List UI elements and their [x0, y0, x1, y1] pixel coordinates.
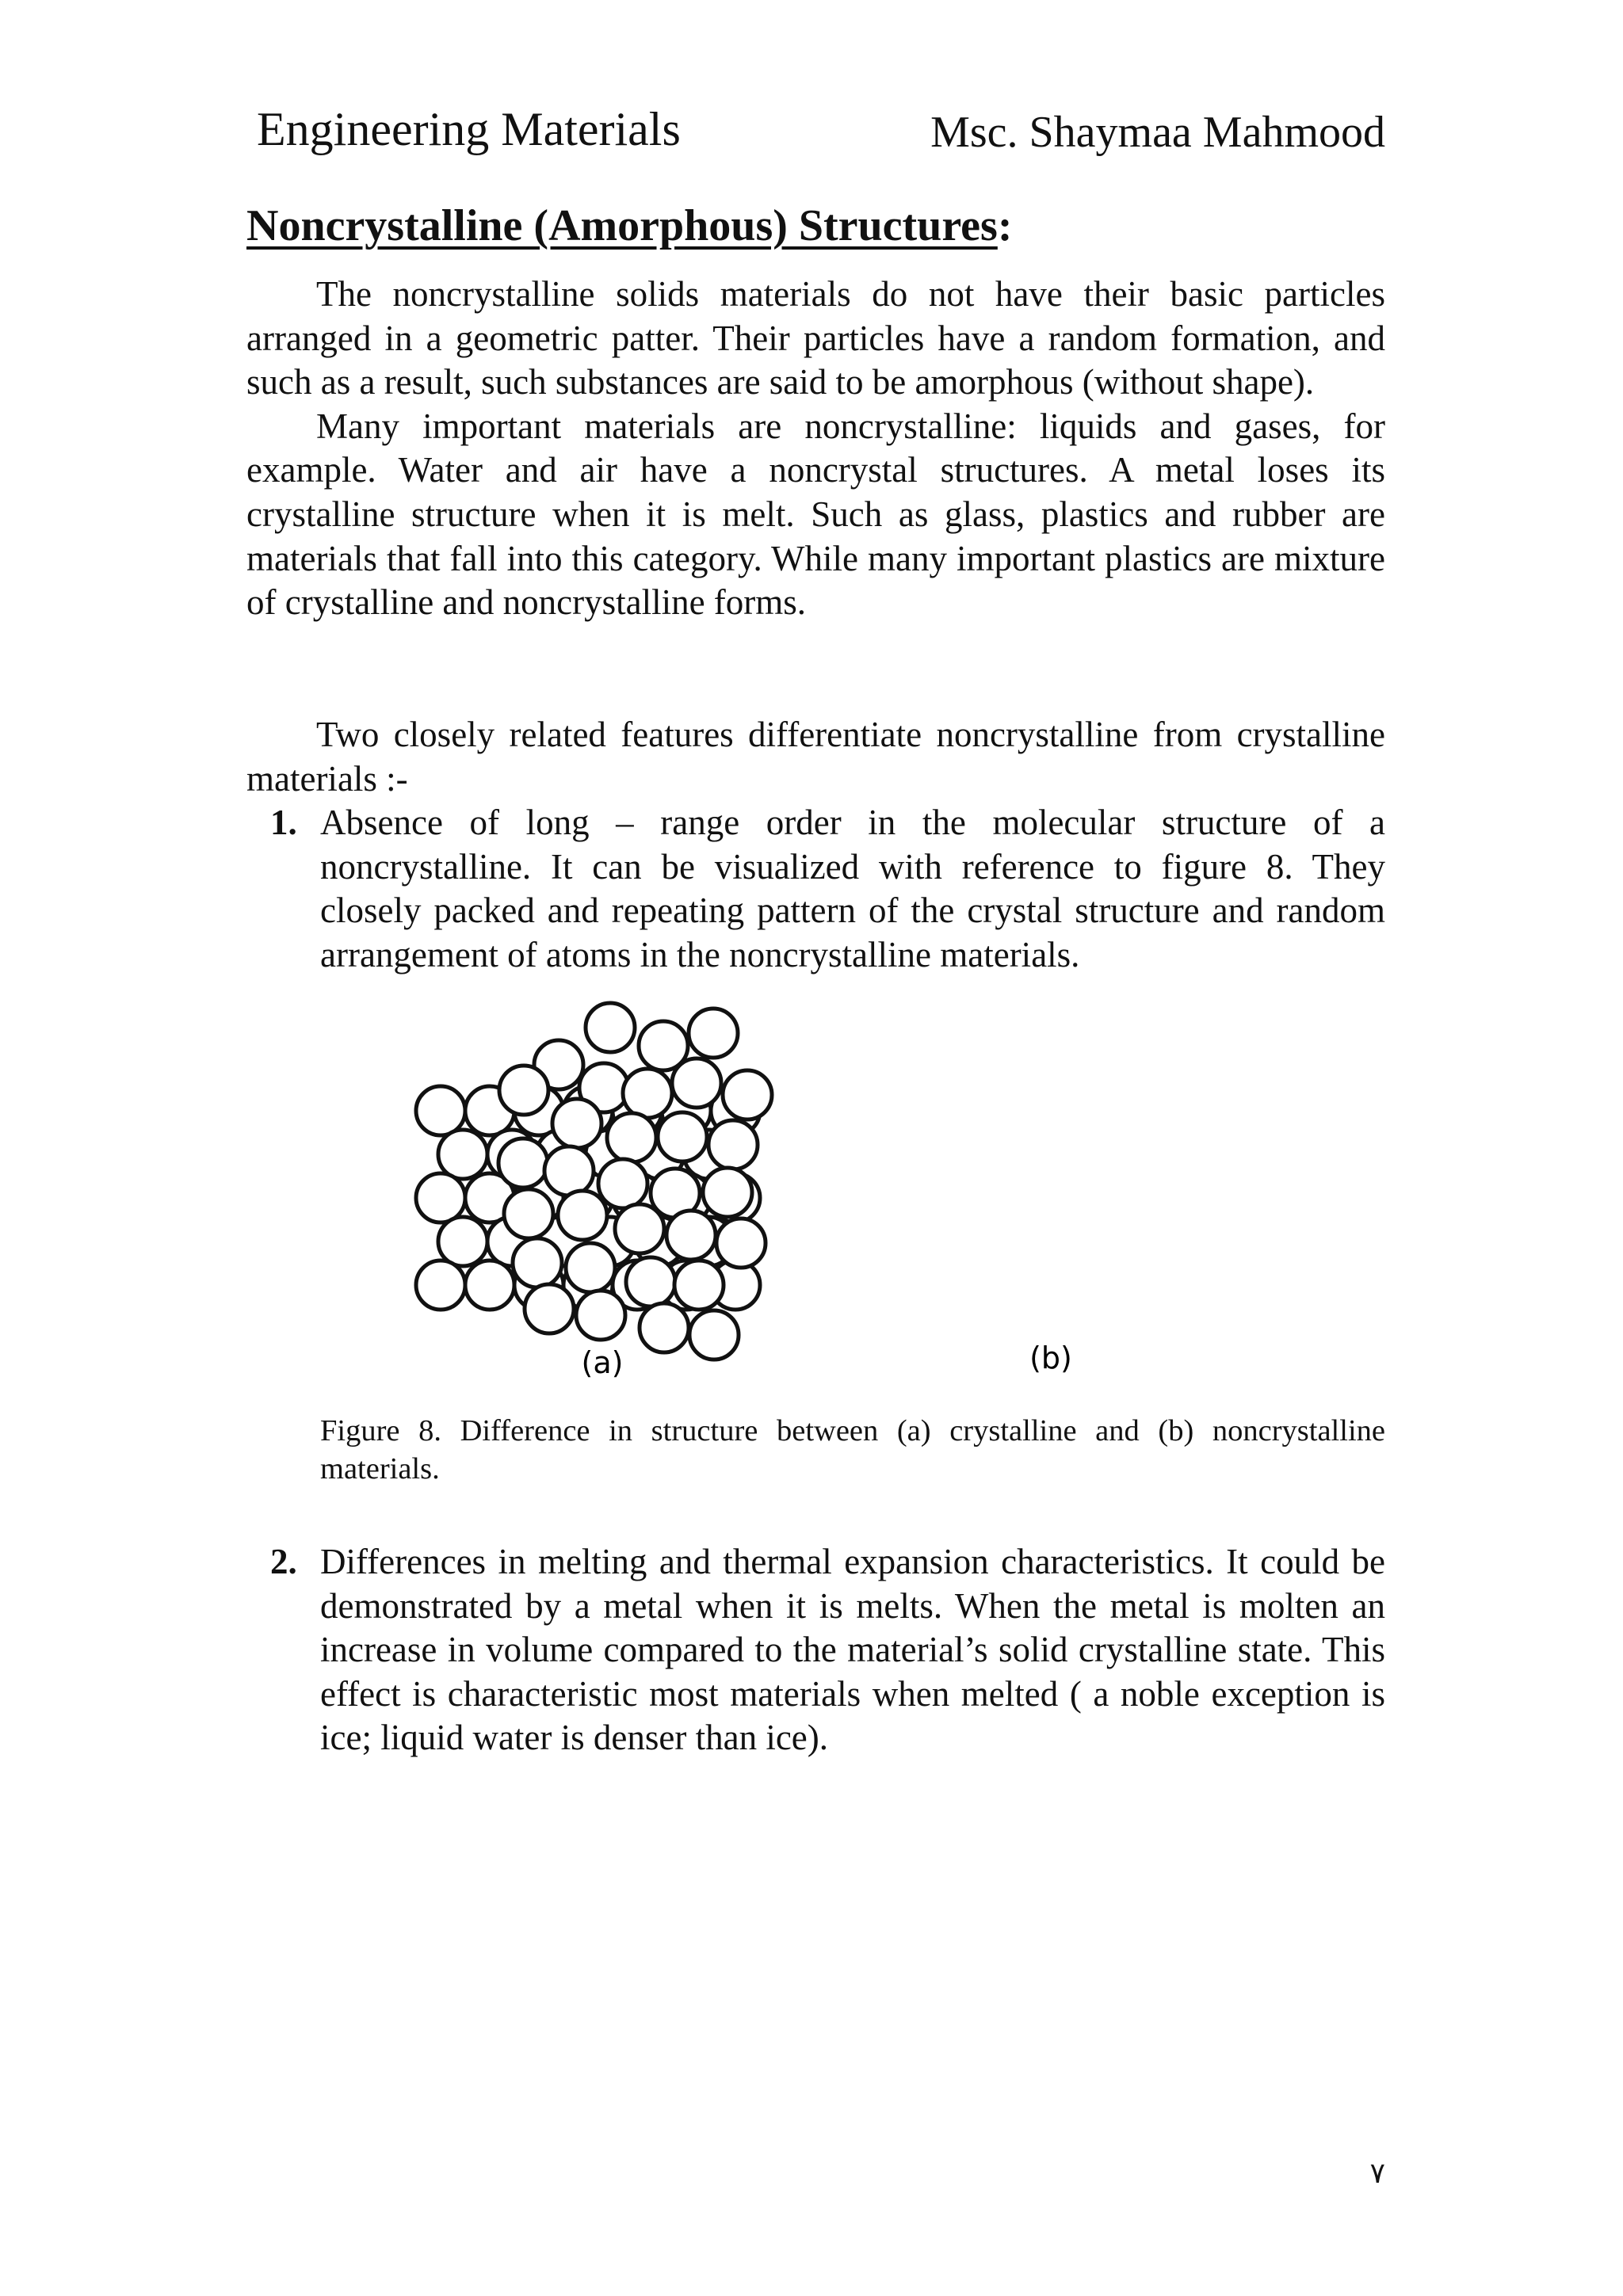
atom: [499, 1066, 548, 1115]
header-course-title: Engineering Materials: [257, 103, 681, 155]
figure-8: [412, 982, 1268, 1394]
atom: [658, 1112, 707, 1161]
list-item-1: [246, 801, 1385, 977]
atom: [504, 1189, 553, 1238]
atom: [465, 1261, 514, 1310]
atom: [544, 1146, 594, 1196]
atom: [666, 1211, 716, 1260]
atom: [716, 1219, 766, 1268]
atom: [672, 1058, 721, 1108]
figure-label-b: (b): [1029, 1341, 1072, 1375]
atom: [416, 1261, 465, 1310]
atom: [623, 1069, 672, 1118]
atom: [513, 1238, 562, 1287]
section-title-colon: :: [997, 201, 1013, 250]
atom: [626, 1257, 675, 1306]
list-item-2: [246, 1540, 1385, 1760]
atom: [674, 1261, 724, 1310]
atom: [416, 1173, 465, 1222]
paragraph-3: Two closely related features differentiate noncrystalline from crystalline materials :-: [246, 715, 1385, 799]
atom: [615, 1204, 664, 1253]
atom: [558, 1191, 607, 1240]
list-text-1: Absence of long – range order in the molecular structure of a noncrystalline. It can be visualized with reference to figure 8. They closely packed and repeating pattern of the crystal structure and random arrangement of atoms in the noncrystalline materials.: [320, 803, 1385, 974]
intro-text: [246, 273, 1385, 625]
atom: [689, 1009, 738, 1058]
atom: [598, 1159, 647, 1208]
atom: [689, 1310, 739, 1360]
atom: [576, 1291, 625, 1340]
page-number: ٧: [1369, 2157, 1385, 2189]
atom: [703, 1168, 752, 1217]
paragraph-2: Many important materials are noncrystalline: liquids and gases, for example. Water and air have a noncrystal structures. A metal loses its crystalline structure when it is melt. Such as glass, plastics and rubber are materials that fall into this category. While many important plastics are mixture of crystalline and noncrystalline forms.: [246, 406, 1385, 623]
atomic-structure-figure: [412, 982, 1268, 1394]
figure-caption: Figure 8. Difference in structure between (a) crystalline and (b) noncrystalline materials.: [320, 1414, 1385, 1486]
atom: [552, 1099, 601, 1148]
atom: [607, 1113, 656, 1162]
list-text-2: Differences in melting and thermal expansion characteristics. It could be demonstrated by a metal when it is melts. When the metal is molten an increase in volume compared to the material’s solid crystalline state. This effect is characteristic most materials when melted ( a noble exception is ice; liquid water is denser than ice).: [320, 1542, 1385, 1758]
section-title-text: Noncrystalline (Amorphous) Structures: [246, 201, 998, 250]
list-number-2: 2.: [270, 1542, 297, 1581]
features-intro: [246, 713, 1385, 801]
list-number-1: 1.: [270, 803, 297, 842]
atom: [438, 1130, 487, 1179]
atom: [438, 1217, 487, 1266]
atom: [708, 1120, 758, 1169]
paragraph-1: The noncrystalline solids materials do not have their basic particles arranged in a geometric patter. Their particles have a random formation, and such as a result, such substances are said to be amorphous (without shape).: [246, 274, 1385, 402]
figure-label-a: (a): [581, 1345, 624, 1380]
atom: [416, 1086, 465, 1135]
atom: [586, 1003, 635, 1052]
atom: [566, 1243, 615, 1292]
atom: [640, 1303, 689, 1352]
header-author: Msc. Shaymaa Mahmood: [930, 108, 1385, 157]
atom: [525, 1284, 574, 1333]
section-title: [246, 190, 1012, 261]
atom: [723, 1070, 772, 1119]
atom: [498, 1138, 548, 1188]
